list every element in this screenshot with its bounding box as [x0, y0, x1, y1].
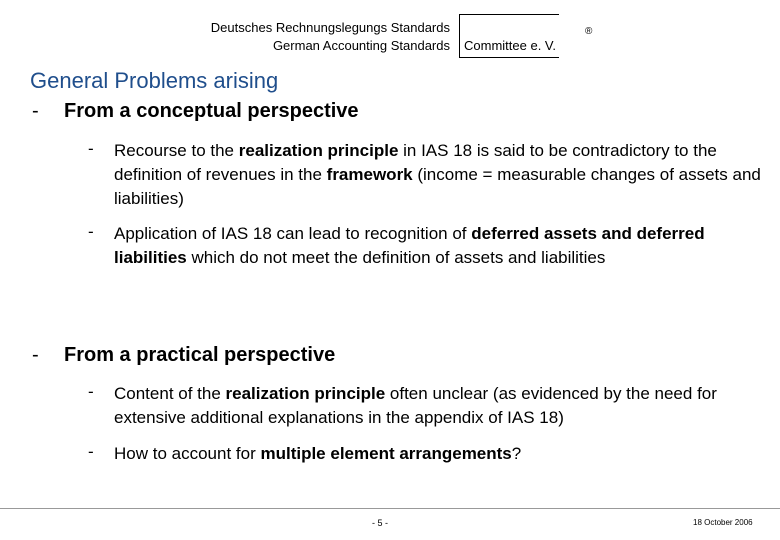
page-number: - 5 -	[372, 518, 389, 528]
footer-divider	[0, 508, 780, 509]
slide-title: General Problems arising	[30, 68, 279, 93]
org-committee: Committee e. V.	[464, 38, 557, 53]
item-bullet: -	[88, 222, 94, 241]
list-item: How to account for multiple element arrangements?	[114, 444, 522, 463]
section-heading-practical: From a practical perspective	[64, 344, 336, 366]
section-bullet: -	[32, 100, 39, 122]
item-bullet: -	[88, 139, 94, 158]
list-item: Recourse to the realization principle in IAS 18 is said to be contradictory to the definition of revenues in the framework (income = measurable changes of assets and liabilities)	[114, 141, 761, 208]
registered-mark: ®	[585, 26, 593, 37]
list-item: Content of the realization principle often unclear (as evidenced by the need for extensive additional explanations in the appendix of IAS 18)	[114, 384, 717, 427]
section-heading-conceptual: From a conceptual perspective	[64, 100, 359, 122]
section-bullet: -	[32, 344, 39, 366]
item-bullet: -	[88, 442, 94, 461]
item-bullet: -	[88, 382, 94, 401]
org-name-english: German Accounting Standards	[272, 38, 450, 53]
org-name-german: Deutsches Rechnungslegungs Standards	[210, 20, 450, 35]
list-item: Application of IAS 18 can lead to recognition of deferred assets and deferred liabilities which do not meet the definition of assets and liabilities	[114, 224, 705, 267]
footer-date: 18 October 2006	[693, 518, 753, 527]
